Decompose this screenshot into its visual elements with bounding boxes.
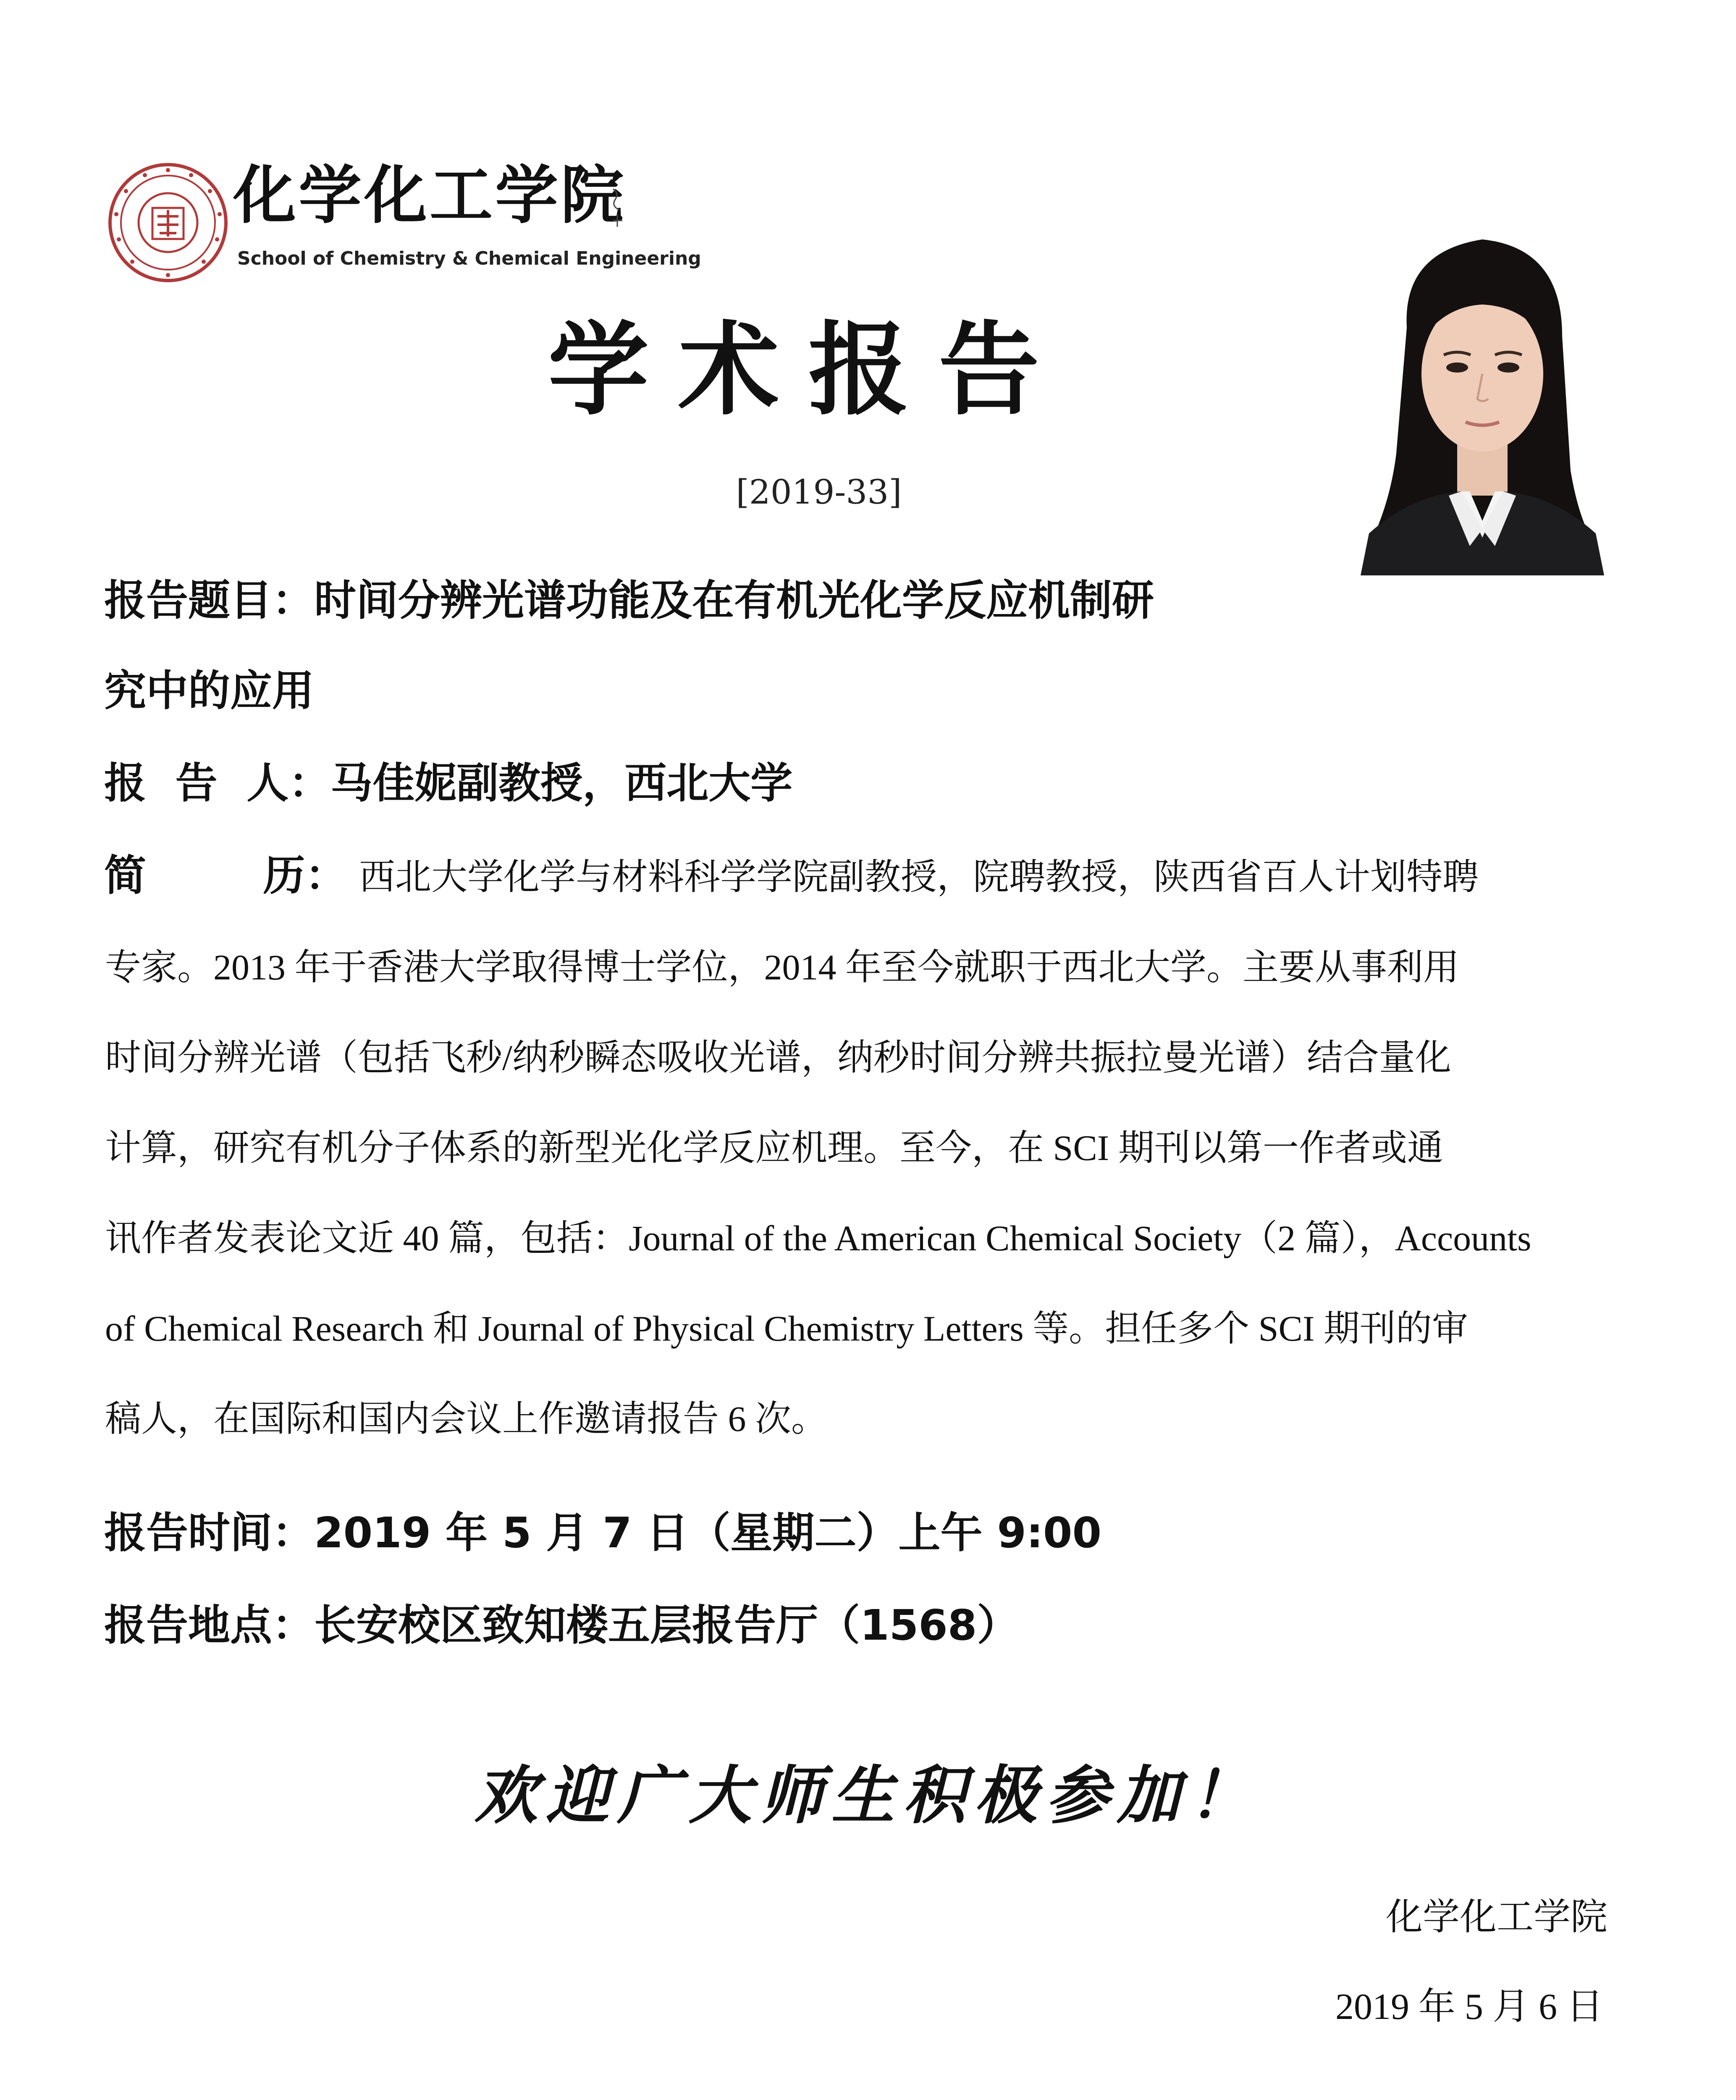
- school-seal-icon: [107, 162, 229, 284]
- document-title: 学术报告: [548, 310, 1069, 429]
- school-name-en: School of Chemistry & Chemical Engineering: [237, 248, 701, 269]
- bio-label: 简 历：: [104, 851, 347, 900]
- signature-org: 化学化工学院: [1386, 1895, 1608, 1938]
- speaker-photo: [1344, 202, 1617, 575]
- calligraphy-signature-icon: [609, 185, 626, 231]
- bio-line: 专家。2013 年于香港大学取得博士学位，2014 年至今就职于西北大学。主要从事利用: [105, 947, 1459, 987]
- report-topic: [104, 576, 1154, 625]
- time-label: 报告时间：: [104, 1508, 314, 1557]
- welcome-message: 欢迎广大师生积极参加！: [475, 1759, 1260, 1832]
- place-label: 报告地点：: [104, 1601, 314, 1650]
- bio-line: 西北大学化学与材料科学学院副教授，院聘教授，陕西省百人计划特聘: [359, 857, 1479, 897]
- bio-line: 计算，研究有机分子体系的新型光化学反应机理。至今，在 SCI 期刊以第一作者或通: [105, 1128, 1443, 1168]
- report-speaker: [104, 759, 793, 808]
- place-value: 长安校区致知楼五层报告厅（1568）: [314, 1601, 1019, 1650]
- document-number: [2019-33]: [736, 472, 902, 512]
- report-place: [104, 1601, 1019, 1650]
- report-time: [104, 1508, 1102, 1557]
- bio-line: 讯作者发表论文近 40 篇，包括：Journal of the American Chemical Society（2 篇），Accounts: [105, 1218, 1531, 1258]
- topic-line-1: 时间分辨光谱功能及在有机光化学反应机制研: [314, 576, 1154, 625]
- bio-line: 稿人，在国际和国内会议上作邀请报告 6 次。: [105, 1399, 827, 1439]
- speaker-label: 报 告 人：: [104, 759, 331, 808]
- topic-label: 报告题目：: [104, 576, 314, 625]
- signature-date: 2019 年 5 月 6 日: [1335, 1987, 1604, 2027]
- bio-line: of Chemical Research 和 Journal of Physical Chemistry Letters 等。担任多个 SCI 期刊的审: [105, 1308, 1468, 1349]
- school-name-cn: 化学化工学院: [233, 158, 627, 232]
- topic-line-2: 究中的应用: [104, 666, 314, 715]
- speaker-value: 马佳妮副教授，西北大学: [330, 759, 793, 808]
- school-logo: [107, 158, 701, 284]
- bio-line: 时间分辨光谱（包括飞秒/纳秒瞬态吸收光谱，纳秒时间分辨共振拉曼光谱）结合量化: [105, 1037, 1451, 1078]
- time-value: 2019 年 5 月 7 日（星期二）上午 9:00: [314, 1508, 1102, 1557]
